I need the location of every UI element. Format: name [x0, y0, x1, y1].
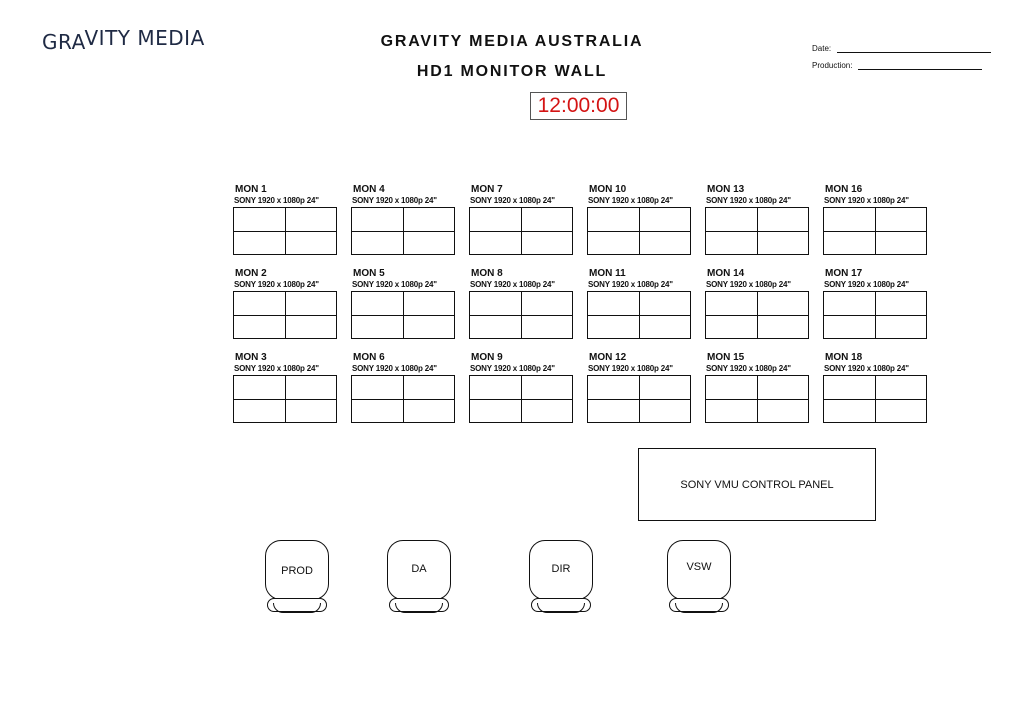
page-title: GRAVITY MEDIA AUSTRALIA: [380, 33, 644, 50]
monitor-screen-quad-split: [351, 375, 455, 423]
monitor-spec: SONY 1920 x 1080p 24": [588, 196, 673, 205]
monitor-screen-quad-split: [469, 291, 573, 339]
monitor-name: MON 7: [471, 184, 503, 195]
monitor-name: MON 11: [589, 268, 626, 279]
chair-base: [395, 603, 443, 613]
monitor-name: MON 14: [707, 268, 745, 279]
monitor-spec: SONY 1920 x 1080p 24": [234, 364, 319, 373]
monitor-screen-quad-split: [351, 207, 455, 255]
screen-divider-horizontal: [824, 315, 926, 316]
monitor-screen-quad-split: [587, 291, 691, 339]
monitor-name: MON 4: [353, 184, 385, 195]
monitor-8: [469, 268, 575, 348]
monitor-name: MON 13: [707, 184, 745, 195]
screen-divider-horizontal: [706, 231, 808, 232]
monitor-name: MON 5: [353, 268, 385, 279]
chair-base: [537, 603, 585, 613]
monitor-spec: SONY 1920 x 1080p 24": [706, 196, 791, 205]
monitor-name: MON 1: [235, 184, 267, 195]
vmu-control-panel-label: SONY VMU CONTROL PANEL: [680, 478, 834, 491]
monitor-screen-quad-split: [233, 207, 337, 255]
monitor-spec: SONY 1920 x 1080p 24": [352, 280, 437, 289]
screen-divider-horizontal: [352, 231, 454, 232]
monitor-screen-quad-split: [587, 207, 691, 255]
screen-divider-horizontal: [824, 399, 926, 400]
monitor-7: [469, 184, 575, 264]
monitor-name: MON 2: [235, 268, 267, 279]
monitor-screen-quad-split: [233, 291, 337, 339]
monitor-3: [233, 352, 339, 432]
production-field[interactable]: [812, 61, 982, 70]
screen-divider-horizontal: [588, 399, 690, 400]
logo-text-part-b: VITY MEDIA: [84, 26, 205, 50]
monitor-spec: SONY 1920 x 1080p 24": [824, 196, 909, 205]
monitor-10: [587, 184, 693, 264]
monitor-spec: SONY 1920 x 1080p 24": [470, 196, 555, 205]
chair-prod: [264, 540, 332, 616]
screen-divider-horizontal: [352, 315, 454, 316]
monitor-screen-quad-split: [705, 291, 809, 339]
monitor-spec: SONY 1920 x 1080p 24": [706, 280, 791, 289]
monitor-15: [705, 352, 811, 432]
monitor-12: [587, 352, 693, 432]
monitor-spec: SONY 1920 x 1080p 24": [352, 364, 437, 373]
monitor-screen-quad-split: [469, 375, 573, 423]
monitor-spec: SONY 1920 x 1080p 24": [234, 196, 319, 205]
monitor-screen-quad-split: [587, 375, 691, 423]
monitor-name: MON 16: [825, 184, 863, 195]
monitor-screen-quad-split: [823, 207, 927, 255]
screen-divider-horizontal: [588, 315, 690, 316]
monitor-name: MON 3: [235, 352, 267, 363]
screen-divider-horizontal: [706, 315, 808, 316]
monitor-screen-quad-split: [705, 207, 809, 255]
monitor-11: [587, 268, 693, 348]
monitor-screen-quad-split: [351, 291, 455, 339]
chair-vsw: [666, 540, 734, 616]
monitor-screen-quad-split: [823, 375, 927, 423]
monitor-13: [705, 184, 811, 264]
logo-text-part-a: GRA: [42, 30, 85, 54]
screen-divider-horizontal: [470, 399, 572, 400]
screen-divider-horizontal: [352, 399, 454, 400]
chair-label: DIR: [551, 563, 571, 575]
monitor-9: [469, 352, 575, 432]
date-line: [837, 44, 991, 53]
monitor-17: [823, 268, 929, 348]
monitor-spec: SONY 1920 x 1080p 24": [234, 280, 319, 289]
chair-label: DA: [411, 563, 427, 575]
chair-label: VSW: [686, 561, 712, 573]
chair-base: [273, 603, 321, 613]
monitor-1: [233, 184, 339, 264]
monitor-spec: SONY 1920 x 1080p 24": [470, 280, 555, 289]
monitor-16: [823, 184, 929, 264]
monitor-name: MON 9: [471, 352, 503, 363]
monitor-name: MON 17: [825, 268, 863, 279]
monitor-screen-quad-split: [823, 291, 927, 339]
screen-divider-horizontal: [706, 399, 808, 400]
screen-divider-horizontal: [824, 231, 926, 232]
monitor-spec: SONY 1920 x 1080p 24": [824, 280, 909, 289]
date-label: Date:: [812, 44, 832, 53]
monitor-5: [351, 268, 457, 348]
date-field[interactable]: [812, 44, 991, 53]
monitor-2: [233, 268, 339, 348]
monitor-14: [705, 268, 811, 348]
monitor-name: MON 8: [471, 268, 503, 279]
monitor-4: [351, 184, 457, 264]
monitor-spec: SONY 1920 x 1080p 24": [352, 196, 437, 205]
chair-da: [386, 540, 454, 616]
screen-divider-horizontal: [470, 231, 572, 232]
monitor-name: MON 18: [825, 352, 863, 363]
monitor-18: [823, 352, 929, 432]
monitor-spec: SONY 1920 x 1080p 24": [824, 364, 909, 373]
vmu-control-panel: [638, 448, 876, 521]
page-subtitle: HD1 MONITOR WALL: [416, 63, 608, 80]
monitor-name: MON 6: [353, 352, 385, 363]
monitor-screen-quad-split: [233, 375, 337, 423]
monitor-spec: SONY 1920 x 1080p 24": [470, 364, 555, 373]
screen-divider-horizontal: [588, 231, 690, 232]
chair-base: [675, 603, 723, 613]
monitor-screen-quad-split: [469, 207, 573, 255]
monitor-spec: SONY 1920 x 1080p 24": [588, 280, 673, 289]
monitor-6: [351, 352, 457, 432]
chair-dir: [528, 540, 596, 616]
screen-divider-horizontal: [470, 315, 572, 316]
monitor-name: MON 15: [707, 352, 745, 363]
monitor-spec: SONY 1920 x 1080p 24": [588, 364, 673, 373]
production-label: Production:: [812, 61, 853, 70]
production-line: [858, 61, 982, 70]
chair-label: PROD: [281, 565, 313, 577]
screen-divider-horizontal: [234, 399, 336, 400]
clock-display: 12:00:00: [530, 92, 627, 120]
screen-divider-horizontal: [234, 231, 336, 232]
monitor-screen-quad-split: [705, 375, 809, 423]
monitor-name: MON 10: [589, 184, 627, 195]
screen-divider-horizontal: [234, 315, 336, 316]
monitor-spec: SONY 1920 x 1080p 24": [706, 364, 791, 373]
monitor-name: MON 12: [589, 352, 627, 363]
